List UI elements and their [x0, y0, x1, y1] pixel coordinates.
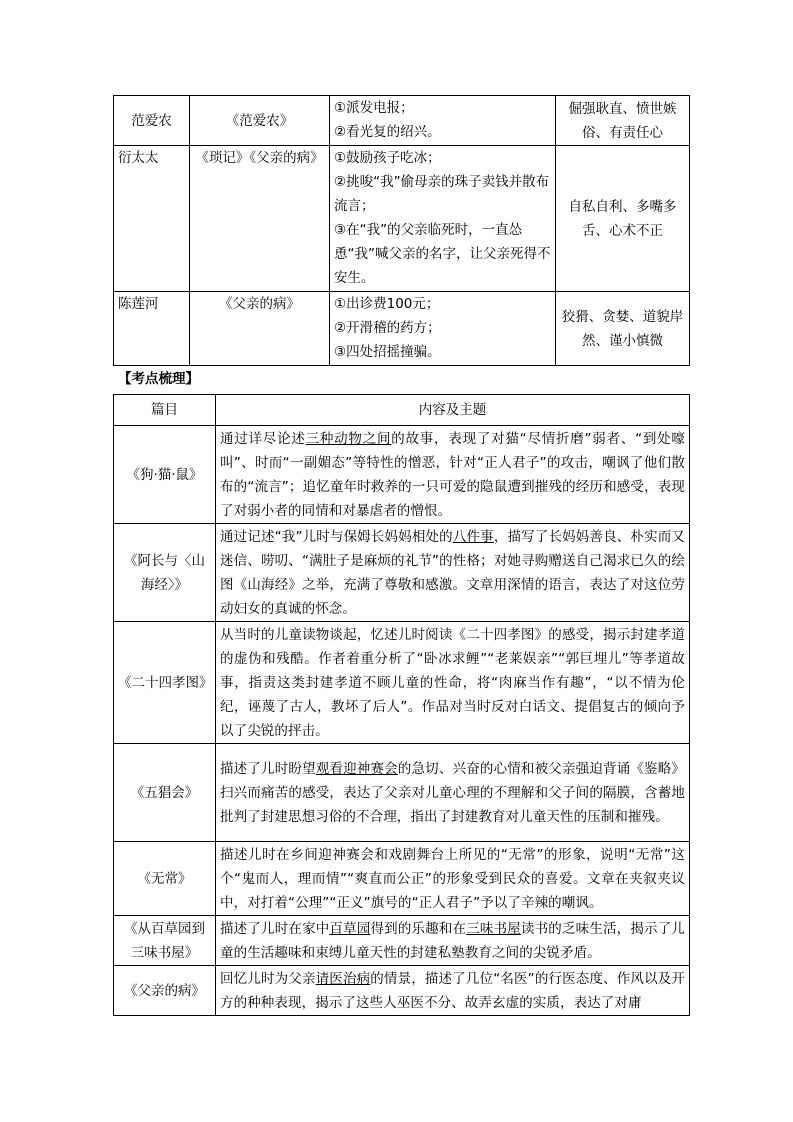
event-line: ②看光复的绍兴。	[334, 124, 441, 140]
content-text: 描述儿时在乡间迎神赛会和戏剧舞台上所见的“无常”的形象，说明“无常”这个“鬼而人，理而情”“爽直而公正”的形象受到民众的喜爱。文章在夹叙夹议中，对打着“公理”“正义”旗号的“正人君子”予以了辛辣的嘲讽。	[220, 846, 685, 911]
topic-title: 《二十四孝图》	[114, 622, 216, 744]
content-underline: 请医治病	[315, 970, 371, 987]
header-title: 篇目	[114, 395, 216, 426]
topic-row	[114, 842, 690, 916]
event-line: ①派发电报；	[334, 100, 414, 116]
topic-content	[216, 622, 690, 744]
character-work: 《范爱农》	[190, 96, 330, 146]
topic-title: 《五猖会》	[114, 744, 216, 842]
topic-content	[216, 744, 690, 842]
topic-row	[114, 622, 690, 744]
topic-row	[114, 916, 690, 966]
character-name: 陈莲河	[114, 292, 190, 366]
content-underline: 八件事	[452, 528, 494, 545]
content-text: 通过记述“我”儿时与保姆长妈妈相处的	[220, 528, 453, 545]
content-underline: 三味书屋	[466, 920, 521, 937]
event-line: ③在“我”的父亲临死时，一直怂恿“我”喊父亲的名字，让父亲死得不安生。	[334, 222, 551, 286]
character-events	[330, 96, 556, 146]
character-traits: 倔强耿直、愤世嫉俗、有责任心	[556, 96, 690, 146]
character-row	[114, 292, 690, 366]
character-work: 《琐记》《父亲的病》	[190, 146, 330, 292]
topic-row	[114, 524, 690, 622]
content-text: 描述了儿时在家中	[220, 920, 330, 937]
content-text: 得到的乐趣和在	[370, 920, 467, 937]
event-line: ②开滑稽的药方；	[334, 320, 441, 336]
header-content: 内容及主题	[216, 395, 690, 426]
content-text: 通过详尽论述	[220, 430, 306, 447]
topic-content	[216, 916, 690, 966]
event-line: ③四处招摇撞骗。	[334, 344, 441, 360]
content-text: 的情景，描述了几位“名医”的行医态度、作风以及开方的种种表现，揭示了这些人巫医不分、故弄玄虚的实质，表达了对庸	[220, 970, 686, 1011]
topic-row	[114, 744, 690, 842]
content-text: 从当时的儿童读物谈起，忆述儿时阅读《二十四孝图》的感受，揭示封建孝道的虚伪和残酷。作者着重分析了“卧冰求鲤”“老莱娱亲”“郭巨埋儿”等孝道故事，指责这类封建孝道不顾儿童的性命，将“肉麻当作有趣”，“以不情为伦纪，诬蔑了古人，教坏了后人”。作品对当时反对白话文、提倡复古的倾向予以了尖锐的抨击。	[220, 626, 685, 739]
character-name: 衍太太	[114, 146, 190, 292]
topic-row	[114, 426, 690, 524]
characters-table	[113, 95, 690, 366]
event-line: ①鼓励孩子吃冰；	[334, 150, 441, 166]
topic-content	[216, 842, 690, 916]
topic-title: 《阿长与〈山海经〉》	[114, 524, 216, 622]
event-line: ①出诊费100元；	[334, 296, 440, 312]
topic-title: 《无常》	[114, 842, 216, 916]
character-work: 《父亲的病》	[190, 292, 330, 366]
topics-header-row	[114, 395, 690, 426]
topic-content	[216, 524, 690, 622]
topic-title: 《从百草园到三味书屋》	[114, 916, 216, 966]
character-row	[114, 96, 690, 146]
character-name: 范爱农	[114, 96, 190, 146]
topic-content	[216, 426, 690, 524]
content-text: 的急切、兴奋的心情和被父亲强迫背诵《鉴略》扫兴而痛苦的感受，表达了父亲对儿童心理的不理解和父子间的隔膜，含蓄地批判了封建思想习俗的不合理，指出了封建教育对儿童天性的压制和摧残。	[220, 760, 685, 825]
topic-title: 《狗·猫·鼠》	[114, 426, 216, 524]
section-title: 【考点梳理】	[118, 371, 199, 387]
content-underline: 百草园	[329, 920, 371, 937]
character-traits: 狡猾、贪婪、道貌岸然、谨小慎微	[556, 292, 690, 366]
topic-content	[216, 966, 690, 1016]
topic-row	[114, 966, 690, 1016]
content-text: 回忆儿时为父亲	[220, 970, 316, 987]
character-events	[330, 292, 556, 366]
topic-title: 《父亲的病》	[114, 966, 216, 1016]
topics-table	[113, 394, 690, 1016]
content-underline: 三种动物之间	[305, 430, 392, 447]
character-traits: 自私自利、多嘴多舌、心术不正	[556, 146, 690, 292]
character-events	[330, 146, 556, 292]
content-text: 的故事，表现了对猫“尽情折磨”弱者、“到处嚎叫”、时而“一副媚态”等特性的憎恶，针对“正人君子”的攻击，嘲讽了他们散布的“流言”；追忆童年时救养的一只可爱的隐鼠遭到摧残的经历和感受，表现了对弱小者的同情和对暴虐者的憎恨。	[220, 430, 685, 519]
content-text: ，描写了长妈妈善良、朴实而又迷信、唠叨、“满肚子是麻烦的礼节”的性格；对她寻购赠送自己渴求已久的绘图《山海经》之举，充满了尊敬和感激。文章用深情的语言，表达了对这位劳动妇女的真诚的怀念。	[220, 528, 685, 617]
content-underline: 观看迎神赛会	[315, 760, 398, 777]
content-text: 读书的乏味生活，揭示了儿童的生活趣味和束缚儿童天性的封建私塾教育之间的尖锐矛盾。	[220, 920, 685, 961]
character-row	[114, 146, 690, 292]
event-line: ②挑唆“我”偷母亲的珠子卖钱并散布流言；	[334, 174, 550, 214]
content-text: 描述了儿时盼望	[220, 760, 316, 777]
